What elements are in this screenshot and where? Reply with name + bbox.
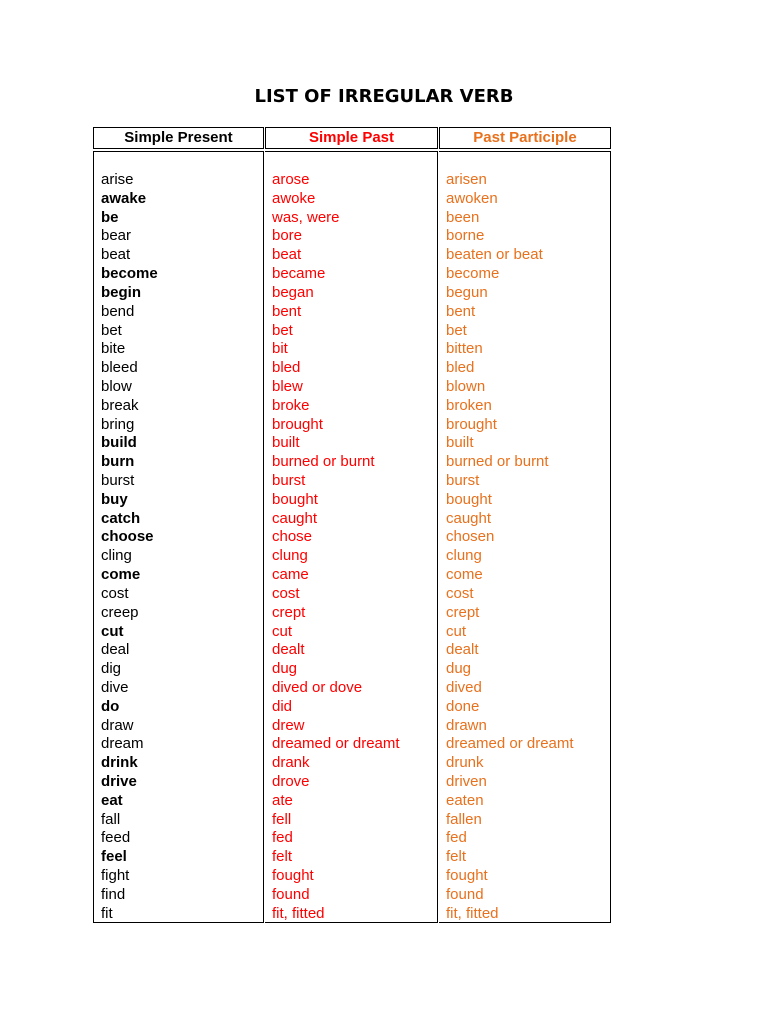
past-participle-cell: bent: [446, 302, 476, 320]
simple-past-column: [265, 151, 438, 923]
past-participle-cell: cut: [446, 622, 467, 640]
simple-past-cell: brought: [272, 415, 323, 433]
simple-present-cell: choose: [101, 528, 154, 546]
past-participle-cell: chosen: [446, 528, 495, 546]
simple-past-cell: drew: [272, 716, 305, 734]
past-participle-cell: burst: [446, 472, 480, 489]
simple-past-cell: burst: [272, 472, 306, 489]
simple-present-cell: dream: [101, 735, 144, 753]
simple-present-cell: dive: [101, 678, 129, 696]
past-participle-cell: drunk: [446, 754, 484, 772]
simple-present-cell: be: [101, 208, 119, 226]
past-participle-cell: fought: [446, 867, 488, 885]
simple-present-cell: bring: [101, 415, 135, 433]
simple-past-cell: fought: [272, 867, 314, 885]
header-simple-past: Simple Past: [265, 127, 438, 149]
simple-present-cell: burst: [101, 472, 135, 489]
simple-past-cell: bought: [272, 490, 318, 508]
past-participle-cell: fit, fitted: [446, 904, 499, 922]
simple-past-cell: fit, fitted: [272, 904, 325, 922]
simple-past-cell: crept: [272, 603, 306, 621]
simple-past-cell: dealt: [272, 641, 305, 659]
simple-past-cell: was, were: [272, 208, 340, 226]
simple-past-cell: bent: [272, 302, 302, 320]
simple-present-cell: draw: [101, 716, 134, 734]
simple-past-cell: bled: [272, 359, 301, 377]
simple-past-cell: came: [272, 566, 309, 584]
past-participle-cell: burned or burnt: [446, 453, 549, 471]
past-participle-cell: bitten: [446, 340, 483, 358]
simple-past-cell: ate: [272, 791, 293, 809]
simple-past-cell: blew: [272, 377, 303, 395]
simple-present-cell: fight: [101, 867, 130, 885]
simple-present-column: [93, 151, 264, 923]
past-participle-cell: eaten: [446, 791, 484, 809]
past-participle-cell: dived: [446, 678, 482, 696]
simple-present-cell: drink: [101, 754, 138, 772]
simple-past-cell: cost: [272, 584, 300, 602]
simple-present-cell: begin: [101, 283, 141, 301]
simple-past-cell: drove: [272, 773, 310, 790]
simple-past-cell: beat: [272, 246, 302, 264]
past-participle-cell: blown: [446, 377, 486, 395]
simple-present-cell: break: [101, 396, 139, 414]
past-participle-cell: bled: [446, 359, 475, 377]
simple-present-cell: catch: [101, 509, 141, 527]
simple-present-cell: find: [101, 885, 126, 903]
past-participle-column: [439, 151, 611, 923]
past-participle-cell: bet: [446, 321, 467, 339]
past-participle-cell: built: [446, 434, 474, 452]
past-participle-cell: dug: [446, 660, 472, 678]
column-divider: [263, 151, 264, 923]
past-participle-cell: felt: [446, 848, 467, 866]
past-participle-cell: come: [446, 566, 483, 584]
past-participle-cell: done: [446, 697, 480, 715]
simple-present-cell: do: [101, 697, 120, 715]
past-participle-cell: broken: [446, 396, 492, 414]
simple-present-cell: feed: [101, 829, 131, 847]
simple-past-cell: burned or burnt: [272, 453, 375, 471]
past-participle-cell: arisen: [446, 171, 487, 188]
simple-past-cell: built: [272, 434, 300, 452]
past-participle-cell: fed: [446, 829, 467, 847]
simple-past-cell: drank: [272, 754, 310, 772]
simple-past-cell: clung: [272, 547, 308, 565]
simple-present-cell: fall: [101, 810, 121, 828]
simple-present-cell: bet: [101, 321, 122, 339]
simple-present-cell: dig: [101, 660, 122, 678]
past-participle-cell: dealt: [446, 641, 479, 659]
simple-past-cell: felt: [272, 848, 293, 866]
simple-past-cell: fell: [272, 810, 292, 828]
simple-present-cell: burn: [101, 453, 135, 471]
simple-past-cell: arose: [272, 171, 310, 188]
past-participle-cell: awoken: [446, 189, 498, 207]
past-participle-cell: become: [446, 265, 500, 283]
past-participle-cell: begun: [446, 283, 488, 301]
header-simple-present: Simple Present: [93, 127, 264, 149]
past-participle-cell: driven: [446, 773, 487, 790]
simple-past-cell: dived or dove: [272, 678, 363, 696]
simple-present-cell: cut: [101, 622, 124, 640]
simple-past-cell: bore: [272, 227, 303, 245]
column-divider: [437, 151, 438, 923]
simple-past-cell: bet: [272, 321, 293, 339]
page-title: LIST OF IRREGULAR VERB: [254, 86, 514, 107]
past-participle-cell: fallen: [446, 810, 482, 828]
simple-present-cell: become: [101, 265, 158, 283]
simple-past-cell: found: [272, 885, 310, 903]
simple-present-cell: bleed: [101, 359, 138, 377]
simple-present-cell: buy: [101, 490, 128, 508]
past-participle-cell: clung: [446, 547, 482, 565]
simple-present-cell: cling: [101, 547, 132, 565]
simple-present-cell: bite: [101, 340, 126, 358]
past-participle-cell: caught: [446, 509, 492, 527]
simple-past-cell: became: [272, 265, 326, 283]
simple-past-cell: began: [272, 283, 314, 301]
simple-present-cell: cost: [101, 584, 129, 602]
simple-present-cell: drive: [101, 773, 137, 790]
simple-past-cell: fed: [272, 829, 293, 847]
simple-present-cell: blow: [101, 377, 132, 395]
simple-present-cell: build: [101, 434, 137, 452]
simple-present-cell: bend: [101, 302, 135, 320]
past-participle-cell: cost: [446, 584, 474, 602]
past-participle-cell: borne: [446, 227, 485, 245]
simple-past-cell: did: [272, 697, 293, 715]
simple-past-cell: cut: [272, 622, 293, 640]
past-participle-cell: crept: [446, 603, 480, 621]
simple-past-cell: awoke: [272, 189, 316, 207]
simple-present-cell: awake: [101, 189, 147, 207]
simple-past-cell: caught: [272, 509, 318, 527]
past-participle-cell: dreamed or dreamt: [446, 735, 574, 753]
past-participle-cell: brought: [446, 415, 497, 433]
simple-present-cell: arise: [101, 171, 134, 188]
past-participle-cell: found: [446, 885, 484, 903]
simple-past-cell: dreamed or dreamt: [272, 735, 400, 753]
simple-past-cell: bit: [272, 340, 288, 358]
simple-past-cell: dug: [272, 660, 298, 678]
past-participle-cell: bought: [446, 490, 492, 508]
header-past-participle: Past Participle: [439, 127, 611, 149]
simple-present-cell: creep: [101, 603, 139, 621]
simple-present-cell: deal: [101, 641, 130, 659]
simple-present-cell: fit: [101, 904, 113, 922]
simple-present-cell: beat: [101, 246, 131, 264]
past-participle-cell: beaten or beat: [446, 246, 543, 264]
simple-present-cell: bear: [101, 227, 132, 245]
simple-past-cell: chose: [272, 528, 313, 546]
simple-present-cell: eat: [101, 791, 123, 809]
simple-present-cell: come: [101, 566, 141, 584]
past-participle-cell: been: [446, 208, 480, 226]
simple-present-cell: feel: [101, 848, 127, 866]
past-participle-cell: drawn: [446, 716, 487, 734]
simple-past-cell: broke: [272, 396, 310, 414]
